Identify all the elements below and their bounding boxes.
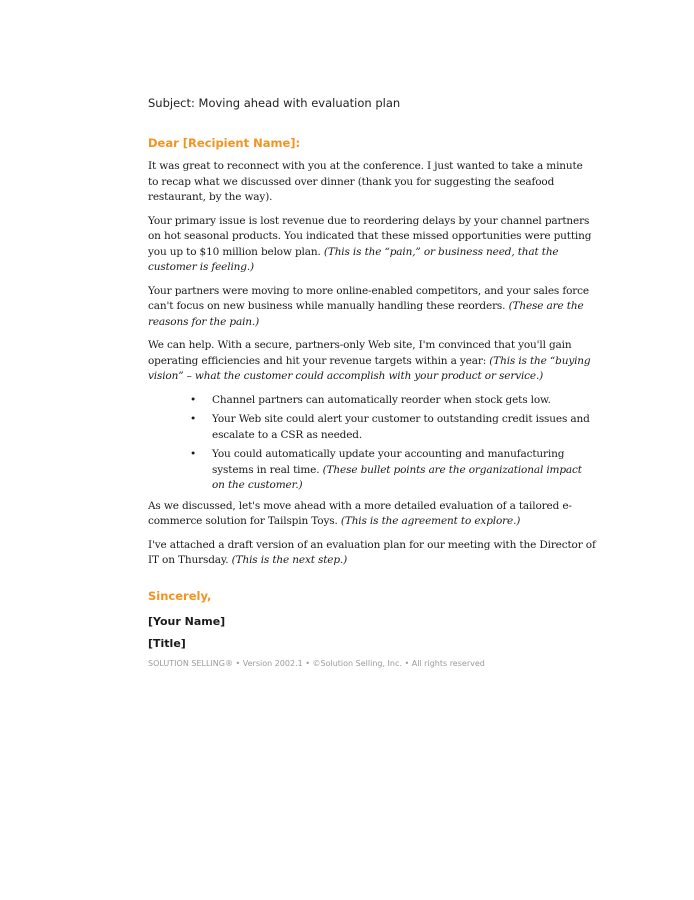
paragraph-agreement xyxy=(148,499,596,530)
bullet-icon: • xyxy=(190,413,197,425)
copyright-footer: SOLUTION SELLING® • Version 2002.1 • ©Solution Selling, Inc. • All rights reserved xyxy=(148,658,485,668)
salutation: Dear [Recipient Name]: xyxy=(148,136,301,150)
paragraph-note: (This is the next step.) xyxy=(231,554,348,566)
closing: Sincerely, xyxy=(148,588,212,603)
bullet-icon: • xyxy=(190,393,197,406)
paragraph-reasons xyxy=(148,284,596,331)
list-item xyxy=(190,447,596,494)
paragraph-next-step xyxy=(148,538,596,569)
letter-page xyxy=(148,96,596,670)
subject-line: Subject: Moving ahead with evaluation plan xyxy=(148,96,401,110)
bullet-icon: • xyxy=(190,448,197,460)
paragraph-text: As we discussed, let's move ahead with a more detailed evaluation of a tailored e-commerce solution for Tailspin Toys. xyxy=(148,499,572,527)
bullet-text: Channel partners can automatically reorder when stock gets low. xyxy=(212,393,551,406)
paragraph-note: (This is the “buying vision” – what the customer could accomplish with your product or service.) xyxy=(148,354,591,382)
paragraph-pain xyxy=(148,214,596,276)
paragraph-text: Your primary issue is lost revenue due to reordering delays by your channel partners on hot seasonal products. You indicated that these missed opportunities were putting you up to $10 million below plan. xyxy=(148,214,592,258)
signature-title: [Title] xyxy=(148,636,186,650)
bullet-text: Your Web site could alert your customer to outstanding credit issues and escalate to a CSR as needed. xyxy=(212,413,590,441)
paragraph-note: (These are the reasons for the pain.) xyxy=(148,300,584,328)
paragraph-text: I've attached a draft version of an evaluation plan for our meeting with the Director of IT on Thursday. xyxy=(148,538,596,566)
paragraph-text: Your partners were moving to more online-enabled competitors, and your sales force can't focus on new business while manually handling these reorders. xyxy=(148,284,589,312)
paragraph-note: (This is the agreement to explore.) xyxy=(340,515,521,527)
paragraph-vision xyxy=(148,338,596,385)
list-item xyxy=(190,412,596,443)
bullet-note: (These bullet points are the organizational impact on the customer.) xyxy=(212,463,582,491)
signature-name: [Your Name] xyxy=(148,614,226,628)
bullet-text: You could automatically update your accounting and manufacturing systems in real time. xyxy=(212,448,565,476)
paragraph-intro xyxy=(148,159,596,206)
paragraph-text: It was great to reconnect with you at the conference. I just wanted to take a minute to recap what we discussed over dinner (thank you for suggesting the seafood restaurant, by the way). xyxy=(148,160,583,203)
list-item xyxy=(190,393,596,409)
impact-bullet-list xyxy=(148,393,596,494)
paragraph-note: (This is the “pain,” or business need, that the customer is feeling.) xyxy=(148,245,559,273)
paragraph-text: We can help. With a secure, partners-only Web site, I'm convinced that you'll gain operating efficiencies and hit your revenue targets within a year: xyxy=(148,339,572,367)
